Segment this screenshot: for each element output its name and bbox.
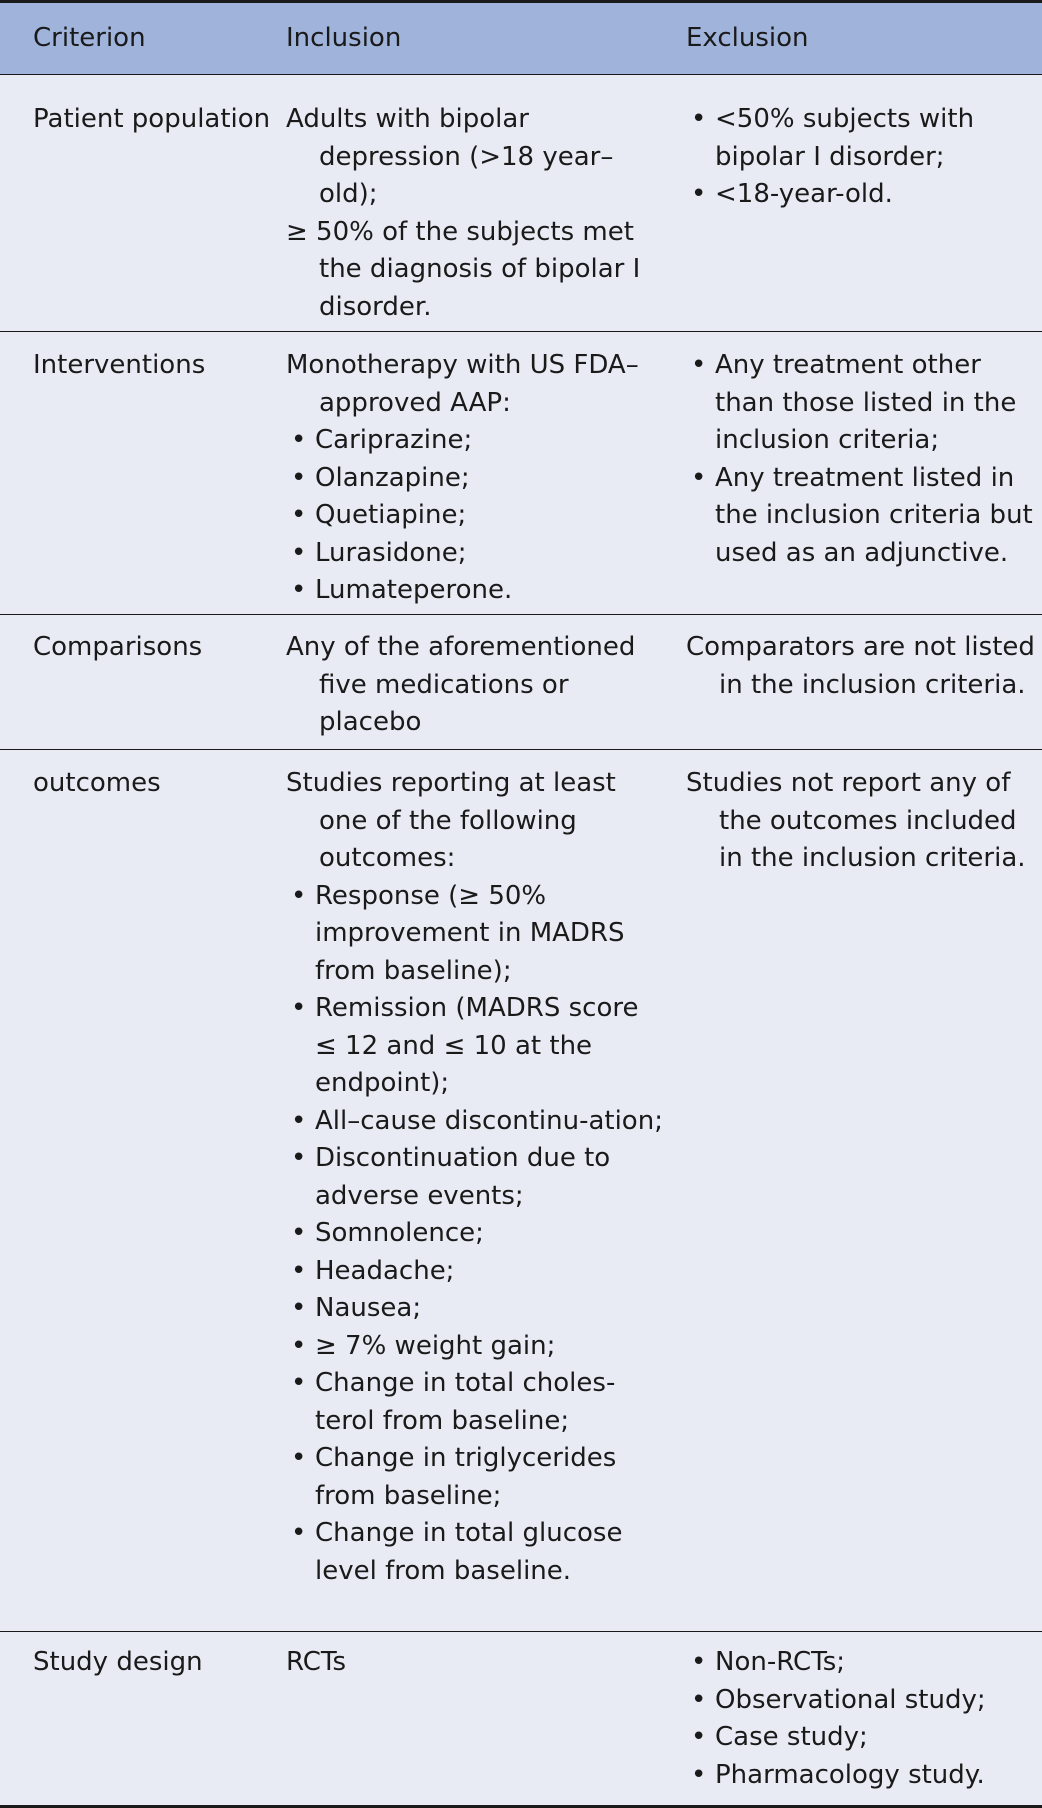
exclusion-cell — [686, 347, 1036, 572]
inclusion-cell — [286, 765, 666, 1590]
table-row — [0, 332, 1042, 615]
criterion-cell — [33, 765, 273, 803]
exclusion-cell — [686, 1644, 1036, 1794]
list-item: • <18-year-old. — [686, 176, 1036, 214]
list-item: • Non-RCTs; — [686, 1644, 1036, 1682]
table-header-row — [0, 0, 1042, 75]
exclusion-cell — [686, 765, 1036, 878]
criterion-label: Comparisons — [33, 632, 203, 662]
inclusion-text: Any of the aforementioned five medications or placebo — [286, 632, 636, 737]
exclusion-cell — [686, 101, 1036, 214]
list-item: • ≥ 7% weight gain; — [286, 1328, 666, 1366]
list-item: • Olanzapine; — [286, 460, 666, 498]
header-inclusion: Inclusion — [286, 23, 402, 53]
list-item: • Headache; — [286, 1253, 666, 1291]
list-item: • Pharmacology study. — [686, 1757, 1036, 1795]
inclusion-intro: Monotherapy with US FDA–approved AAP: — [286, 350, 639, 418]
list-item: • <50% subjects with bipolar I disorder; — [686, 101, 1036, 176]
table-row — [0, 750, 1042, 1632]
list-item: • Lumateperone. — [286, 572, 666, 610]
list-item: • Change in total choles-terol from baseline; — [286, 1365, 666, 1440]
list-item: • All–cause discontinu-ation; — [286, 1103, 666, 1141]
table-row — [0, 615, 1042, 750]
list-item: • Observational study; — [686, 1682, 1036, 1720]
criterion-label: Study design — [33, 1647, 203, 1677]
list-item: • Cariprazine; — [286, 422, 666, 460]
header-exclusion: Exclusion — [686, 23, 809, 53]
criterion-label: Interventions — [33, 350, 206, 380]
criterion-label: outcomes — [33, 768, 161, 798]
criterion-cell — [33, 347, 273, 385]
list-item: • Case study; — [686, 1719, 1036, 1757]
inclusion-list — [286, 422, 666, 610]
exclusion-list — [686, 347, 1036, 572]
table-row — [0, 1632, 1042, 1808]
list-item: • Change in total glucose level from baseline. — [286, 1515, 666, 1590]
inclusion-paragraph: Adults with bipolar depression (>18 year–old); — [286, 104, 614, 209]
exclusion-list — [686, 1644, 1036, 1794]
list-item: • Any treatment listed in the inclusion criteria but used as an adjunctive. — [686, 460, 1036, 573]
exclusion-list — [686, 101, 1036, 214]
inclusion-paragraph: ≥ 50% of the subjects met the diagnosis of bipolar I disorder. — [286, 216, 641, 322]
list-item: • Quetiapine; — [286, 497, 666, 535]
exclusion-cell — [686, 629, 1036, 704]
list-item: • Remission (MADRS score ≤ 12 and ≤ 10 at the endpoint); — [286, 990, 666, 1103]
criterion-label: Patient population — [33, 104, 271, 134]
exclusion-text: Studies not report any of the outcomes included in the inclusion criteria. — [686, 768, 1026, 873]
inclusion-intro: Studies reporting at least one of the following outcomes: — [286, 768, 616, 873]
list-item: • Change in triglycerides from baseline; — [286, 1440, 666, 1515]
inclusion-cell — [286, 347, 666, 610]
inclusion-cell — [286, 629, 666, 742]
inclusion-text: RCTs — [286, 1647, 347, 1677]
table-row — [0, 75, 1042, 332]
list-item: • Somnolence; — [286, 1215, 666, 1253]
list-item: • Nausea; — [286, 1290, 666, 1328]
inclusion-list — [286, 878, 666, 1591]
header-criterion: Criterion — [33, 23, 146, 53]
criterion-cell — [33, 1644, 273, 1682]
inclusion-cell — [286, 101, 666, 326]
list-item: • Response (≥ 50% improvement in MADRS from baseline); — [286, 878, 666, 991]
list-item: • Discontinuation due to adverse events; — [286, 1140, 666, 1215]
exclusion-text: Comparators are not listed in the inclusion criteria. — [686, 632, 1035, 700]
criterion-cell — [33, 629, 273, 667]
list-item: • Any treatment other than those listed in the inclusion criteria; — [686, 347, 1036, 460]
list-item: • Lurasidone; — [286, 535, 666, 573]
inclusion-cell — [286, 1644, 666, 1682]
criterion-cell — [33, 101, 273, 139]
